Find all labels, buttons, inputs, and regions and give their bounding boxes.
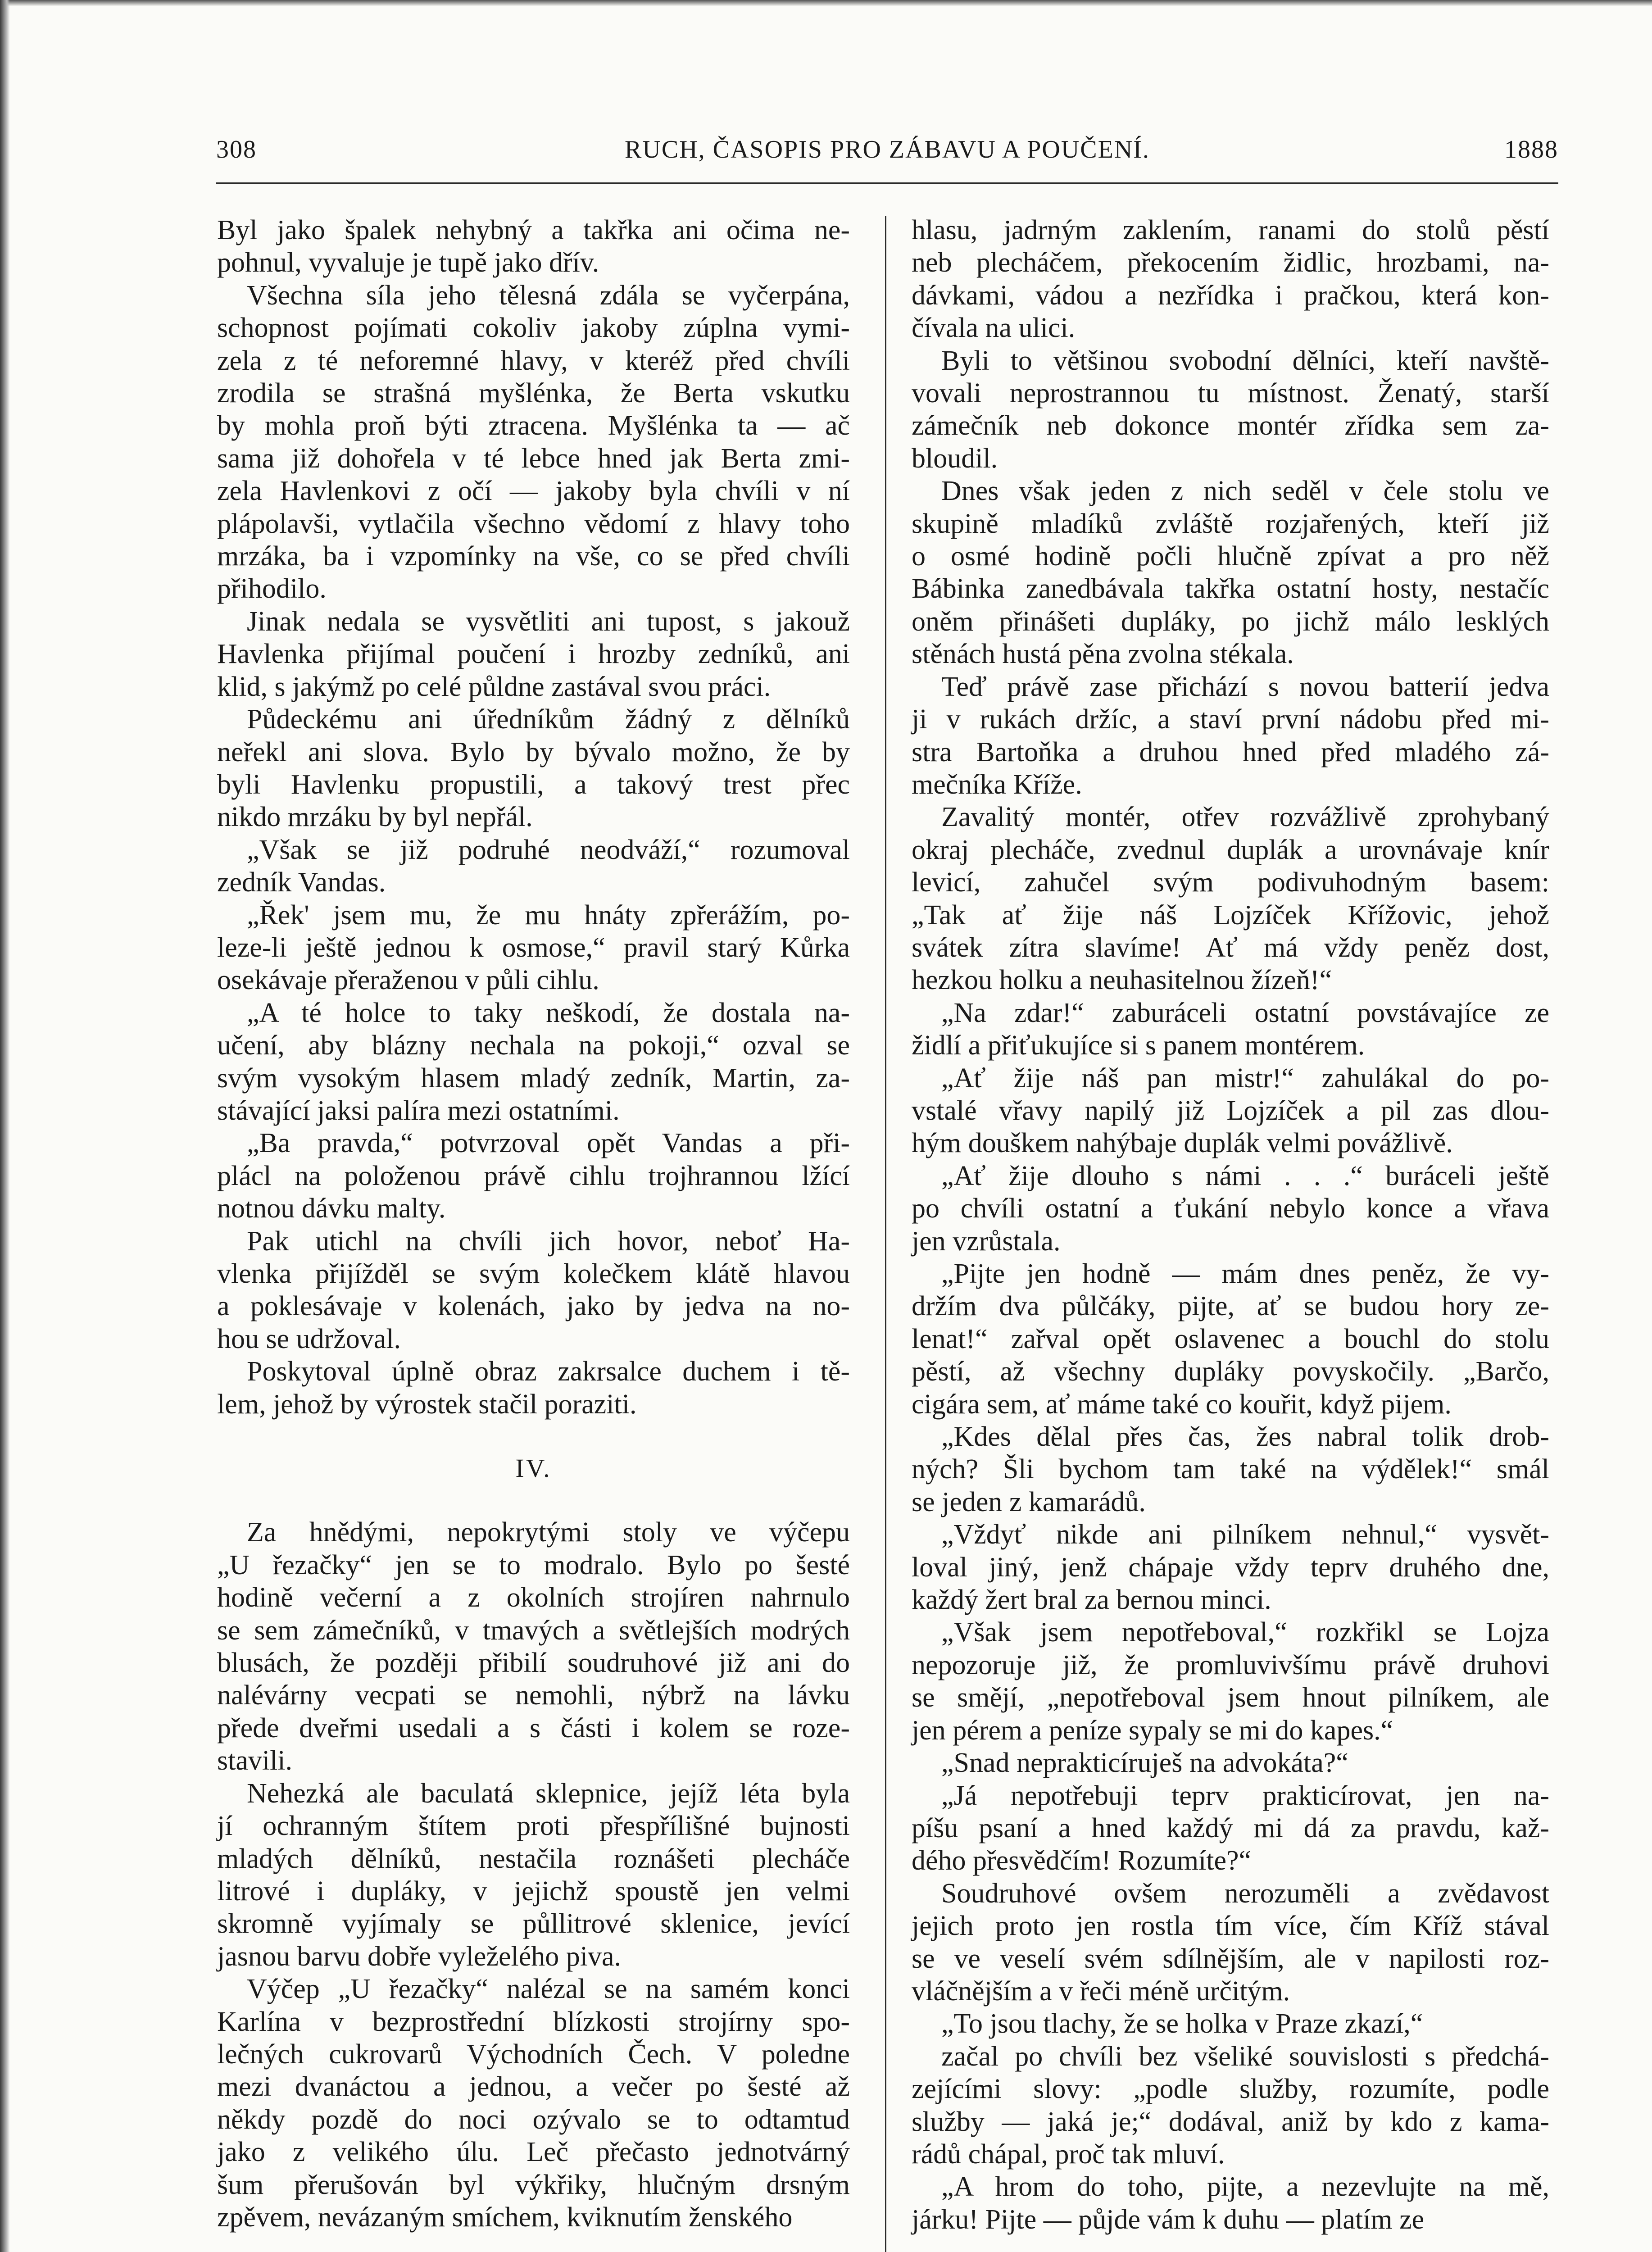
text-line: vstalé vřavy napilý již Lojzíček a pil zas dlou- [912, 1095, 1549, 1126]
text-line: přihodilo. [217, 573, 327, 604]
text-line: Výčep „U řezačky“ nalézal se na samém konci [247, 1974, 850, 2005]
text-line: „To jsou tlachy, že se holka v Praze zkazí,“ [941, 2008, 1423, 2039]
text-line: svým vysokým hlasem mladý zedník, Martin, za- [217, 1062, 850, 1094]
publication-year: 1888 [1504, 136, 1558, 163]
text-line: rádů chápal, proč tak mluví. [912, 2138, 1225, 2170]
text-line: a poklesávaje v kolenách, jako by jedva na no- [217, 1291, 850, 1322]
header-rule [216, 182, 1558, 184]
journal-title: RUCH, ČASOPIS PRO ZÁBAVU A POUČENÍ. [625, 136, 1150, 163]
text-line: se sem zámečníků, v tmavých a světlejších modrých [217, 1615, 850, 1646]
text-line: leze-li ještě jednou k osmose,“ pravil starý Kůrka [217, 932, 850, 963]
text-line: járku! Pijte — půjde vám k duhu — platím ze [912, 2204, 1425, 2235]
text-line: neřekl ani slova. Bylo by bývalo možno, že by [217, 736, 850, 767]
text-line: skromně vyjímaly se půllitrové sklenice, jevící [217, 1908, 850, 1939]
text-line: zedník Vandas. [217, 867, 386, 898]
text-line: loval jiný, jenž chápaje vždy teprv druhého dne, [912, 1552, 1549, 1583]
text-line: se smějí, „nepotřeboval jsem hnout pilníkem, ale [912, 1682, 1549, 1713]
text-line: začal po chvíli bez všeliké souvislosti s předchá- [941, 2041, 1549, 2072]
text-line: čívala na ulici. [912, 313, 1076, 344]
text-line: litrové i dupláky, v jejichž spoustě jen velmi [217, 1875, 850, 1907]
text-line: nikdo mrzáku by byl nepřál. [217, 802, 533, 833]
text-line: šum přerušován byl výkřiky, hlučným drsným [217, 2169, 850, 2200]
text-line: hou se udržoval. [217, 1323, 401, 1354]
text-line: vlenka přijížděl se svým kolečkem klátě hlavou [217, 1258, 850, 1289]
right-column-text [912, 214, 1549, 2236]
text-line: Poskytoval úplně obraz zakrsalce duchem i tě- [247, 1356, 850, 1387]
text-line: hezkou holku a neuhasitelnou žízeň!“ [912, 965, 1332, 996]
text-line: plápolavši, vytlačila všechno vědomí z hlavy toho [217, 508, 850, 539]
text-line: píšu psaní a hned každý mi dá za pravdu, kaž- [912, 1812, 1549, 1843]
text-line: blusách, že později přibilí soudruhové již ani do [217, 1648, 850, 1679]
text-line: po chvíli ostatní a ťukání nebylo konce a vřava [912, 1193, 1549, 1224]
text-line: okraj plecháče, zvednul duplák a urovnávaje knír [912, 834, 1549, 865]
text-line: byli Havlenku propustili, a takový trest přec [217, 769, 850, 800]
text-line: držím dva půlčáky, pijte, ať se budou hory ze- [912, 1291, 1549, 1322]
left-column-text-a [217, 214, 850, 1421]
text-line: hlasu, jadrným zaklením, ranami do stolů pěstí [912, 215, 1549, 245]
left-column-text-b [217, 1516, 850, 2234]
text-line: schopnost pojímati cokoliv jakoby zúplna vymi- [217, 313, 850, 344]
text-line: osekávaje přeraženou v půli cihlu. [217, 965, 599, 996]
text-line: lenat!“ zařval opět oslavenec a bouchl do stolu [912, 1323, 1549, 1354]
text-line: pohnul, vyvaluje je tupě jako dřív. [217, 247, 599, 278]
right-column [912, 214, 1549, 2236]
text-line: vláčnějším a v řeči méně určitým. [912, 1975, 1290, 2007]
text-line: „A hrom do toho, pijte, a nezevlujte na mě, [941, 2171, 1549, 2202]
text-line: Za hnědými, nepokrytými stoly ve výčepu [247, 1517, 850, 1548]
text-line: plácl na položenou právě cihlu trojhrannou lžící [217, 1160, 850, 1191]
text-line: mezi dvanáctou a jednou, a večer po šesté až [217, 2071, 850, 2102]
text-line: o osmé hodině počli hlučně zpívat a pro něž [912, 541, 1549, 572]
running-header [216, 135, 1558, 185]
text-line: „Na zdar!“ zaburáceli ostatní povstávajíce ze [941, 997, 1549, 1028]
text-line: vovali neprostrannou tu místnost. Ženatý, starší [912, 378, 1549, 409]
text-line: „Pijte jen hodně — mám dnes peněz, že vy- [941, 1258, 1549, 1289]
text-line: každý žert bral za bernou minci. [912, 1585, 1271, 1616]
text-line: skupině mladíků zvláště rozjařených, kteří již [912, 508, 1549, 539]
text-line: Jinak nedala se vysvětliti ani tupost, s jakouž [247, 606, 850, 637]
text-line: hým douškem nahýbaje duplák velmi povážlivě. [912, 1128, 1453, 1159]
text-line: jen vzrůstala. [912, 1226, 1061, 1257]
text-line: hodině večerní a z okolních strojíren nahrnulo [217, 1582, 850, 1613]
text-line: zejícími slovy: „podle služby, rozumíte, podle [912, 2074, 1549, 2105]
text-line: Havlenka přijímal poučení i hrozby zedníků, ani [217, 639, 850, 670]
text-line: oněm přinášeti dupláky, po jichž málo lesklých [912, 606, 1549, 637]
text-line: se ve veselí svém sdílnějším, ale v napilosti roz- [912, 1943, 1549, 1974]
text-line: Pak utichl na chvíli jich hovor, neboť Ha- [247, 1226, 850, 1257]
text-line: zámečník neb dokonce montér zřídka sem za- [912, 410, 1549, 441]
text-line: zrodila se strašná myšlénka, že Berta vskutku [217, 378, 850, 409]
text-line: se jeden z kamarádů. [912, 1486, 1146, 1517]
page-shadow-top [0, 0, 1652, 6]
text-line: nepozoruje již, že promluvivšímu právě druhovi [912, 1649, 1549, 1680]
text-line: notnou dávku malty. [217, 1193, 446, 1224]
text-line: jasnou barvu dobře vyleželého piva. [217, 1941, 621, 1972]
text-line: Soudruhové ovšem nerozuměli a zvědavost [941, 1878, 1549, 1909]
text-line: „Tak ať žije náš Lojzíček Křížovic, jehož [912, 899, 1549, 931]
text-line: „Snad nepraktiсíruješ na advokáta?“ [941, 1748, 1348, 1779]
text-line: „A té holce to taky neškodí, že dostala na- [247, 997, 850, 1028]
text-line: jí ochranným štítem proti přespřílišné bujnosti [217, 1811, 850, 1842]
text-line: Nehezká ale baculatá sklepnice, jejíž léta byla [247, 1778, 850, 1809]
text-line: nalévárny vecpati se nemohli, nýbrž na lávku [217, 1680, 850, 1711]
text-line: mladých dělníků, nestačila roznášeti plecháče [217, 1843, 850, 1874]
text-line: Karlína v bezprostřední blízkosti strojírny spo- [217, 2006, 850, 2037]
text-line: Byl jako špalek nehybný a takřka ani očima ne- [217, 215, 850, 245]
text-line: cigára sem, ať máme také co kouřit, když pijem. [912, 1389, 1452, 1420]
text-line: ji v rukách držíc, a staví první nádobu před mi- [912, 704, 1549, 735]
text-line: zela z té neforemné hlavy, v kteréž před chvíli [217, 345, 850, 376]
text-line: zela Havlenkovi z očí — jakoby byla chvíli v ní [217, 476, 850, 507]
text-line: Všechna síla jeho tělesná zdála se vyčerpána, [247, 280, 850, 311]
text-line: „Však jsem nepotřeboval,“ rozkřikl se Lojza [941, 1617, 1549, 1648]
section-heading: IV. [515, 1453, 552, 1483]
text-line: „Ať žije dlouho s námi . . .“ buráceli ještě [941, 1160, 1549, 1191]
text-line: jen pérem a peníze sypaly se mi do kapes.“ [912, 1715, 1393, 1746]
text-line: jako z velikého úlu. Leč přečasto jednotvárný [217, 2137, 850, 2168]
text-line: by mohla proň býti ztracena. Myšlénka ta — ač [217, 410, 850, 441]
text-line: „U řezačky“ jen se to modralo. Bylo po šesté [217, 1549, 850, 1580]
text-line: bloudil. [912, 443, 998, 474]
text-line: dého přesvědčím! Rozumíte?“ [912, 1845, 1252, 1876]
text-line: „Ať žije náš pan mistr!“ zahulákal do po- [941, 1062, 1549, 1094]
text-line: mrzáka, ba i vzpomínky na vše, co se před chvíli [217, 541, 850, 572]
text-line: lem, jehož by výrostek stačil poraziti. [217, 1389, 637, 1420]
text-line: „Kdes dělal přes čas, žes nabral tolik drob- [941, 1421, 1549, 1453]
text-line: Teď právě zase přichází s novou batterií jedva [941, 671, 1549, 702]
column-divider [885, 216, 886, 2252]
text-line: Půdeckému ani úředníkům žádný z dělníků [247, 704, 850, 735]
text-line: lečných cukrovarů Východních Čech. V poledne [217, 2039, 850, 2070]
text-line: stávající jaksi palíra mezi ostatními. [217, 1095, 620, 1126]
text-line: stra Bartoňka a druhou hned před mladého zá- [912, 736, 1549, 767]
text-line: „Řek' jsem mu, že mu hnáty zpřerážím, po- [247, 899, 850, 931]
text-line: levicí, zahučel svým podivuhodným basem: [912, 867, 1549, 898]
text-line: židlí a přiťukujíce si s panem montérem. [912, 1030, 1365, 1061]
left-column [217, 214, 850, 2234]
text-line: „Však se již podruhé neodváží,“ rozumoval [247, 834, 850, 865]
text-line: mečníka Kříže. [912, 769, 1082, 800]
page-number: 308 [216, 136, 257, 163]
text-line: přede dveřmi usedali a s části i kolem se roze- [217, 1712, 850, 1743]
text-line: pěstí, až všechny dupláky povyskočily. „Barčo, [912, 1356, 1549, 1387]
text-line: zpěvem, nevázaným smíchem, kviknutím ženského [217, 2202, 793, 2233]
text-line: klid, s jakýmž po celé půldne zastával svou práci. [217, 671, 771, 702]
text-line: sama již dohořela v té lebce hned jak Berta zmi- [217, 443, 850, 474]
text-line: Zavalitý montér, otřev rozvážlivě zprohybaný [941, 802, 1549, 833]
page-shadow-left [0, 0, 10, 2252]
text-line: svátek zítra slavíme! Ať má vždy peněz dost, [912, 932, 1549, 963]
text-line: Byli to většinou svobodní dělníci, kteří navště- [941, 345, 1549, 376]
text-line: „Vždyť nikde ani pilníkem nehnul,“ vysvět- [941, 1519, 1549, 1550]
text-line: „Ba pravda,“ potvrzoval opět Vandas a při- [247, 1128, 850, 1159]
text-line: služby — jaká je;“ dodával, aniž by kdo z kama- [912, 2106, 1549, 2137]
text-line: „Já nepotřebuji teprv prakticírovat, jen na- [941, 1780, 1549, 1811]
text-line: dávkami, vádou a nezřídka i pračkou, která kon- [912, 280, 1549, 311]
text-line: stěnách hustá pěna zvolna stékala. [912, 639, 1294, 670]
text-line: Bábinka zanedbávala takřka ostatní hosty, nestačíc [912, 573, 1549, 604]
text-line: neb plecháčem, překocením židlic, hrozbami, na- [912, 247, 1549, 278]
text-line: někdy pozdě do noci ozývalo se to odtamtud [217, 2104, 850, 2135]
text-line: stavili. [217, 1745, 293, 1776]
text-line: ných? Šli bychom tam také na výdělek!“ smál [912, 1454, 1549, 1485]
text-line: Dnes však jeden z nich seděl v čele stolu ve [941, 476, 1549, 507]
text-line: učení, aby blázny nechala na pokoji,“ ozval se [217, 1030, 850, 1061]
text-line: jejich proto jen rostla tím více, čím Kříž stával [912, 1911, 1549, 1942]
